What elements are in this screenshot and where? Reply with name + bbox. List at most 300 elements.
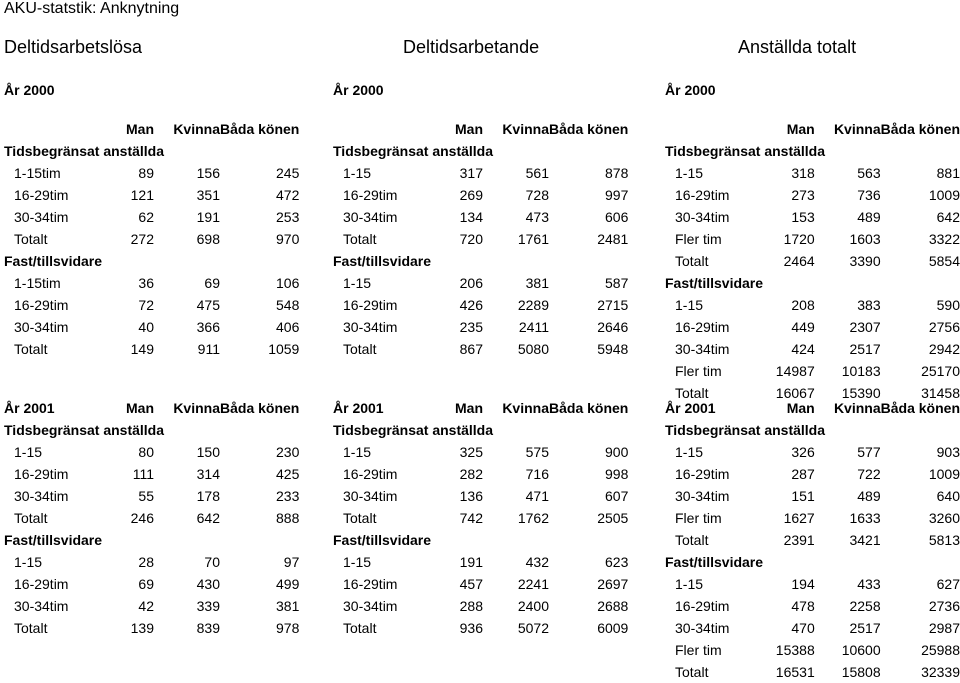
cell-kvinna: 475 [196, 297, 220, 313]
cell-man: 317 [459, 165, 483, 181]
year-label: År 2000 [4, 82, 55, 98]
header-row [4, 397, 299, 419]
cell-kvinna: 561 [525, 165, 549, 181]
table-row [665, 639, 960, 661]
cell-kvinna: 563 [857, 165, 881, 181]
cell-man: 121 [130, 187, 154, 203]
cell-bada-konen: 425 [276, 466, 300, 482]
cell-kvinna: 2241 [517, 576, 549, 592]
cell-kvinna: 314 [196, 466, 220, 482]
row-label: Totalt [14, 231, 48, 247]
cell-bada-konen: 1009 [928, 187, 960, 203]
header-bada-konen: Båda könen [549, 400, 629, 416]
row-label: 30-34tim [14, 598, 69, 614]
cell-kvinna: 10183 [841, 363, 881, 379]
header-kvinna: Kvinna [833, 400, 881, 416]
row-label: 16-29tim [675, 319, 730, 335]
table-2000-2 [333, 82, 629, 360]
table-2000-1 [4, 82, 300, 360]
row-label: 16-29tim [343, 187, 398, 203]
row-label: Totalt [343, 620, 377, 636]
cell-man: 89 [138, 165, 154, 181]
cell-bada-konen: 97 [283, 554, 300, 570]
section-title-deltidsarbetande: Deltidsarbetande [403, 37, 540, 57]
row-label: 1-15 [343, 444, 372, 460]
cell-man: 40 [138, 319, 154, 335]
cell-kvinna: 642 [196, 510, 220, 526]
header-bada-konen: Båda könen [880, 400, 960, 416]
table-row [4, 228, 299, 250]
cell-kvinna: 430 [196, 576, 220, 592]
cell-bada-konen: 245 [276, 165, 300, 181]
header-man: Man [126, 121, 154, 137]
table-row [665, 463, 960, 485]
cell-bada-konen: 32339 [921, 664, 960, 680]
cell-man: 15388 [775, 642, 815, 658]
cell-kvinna: 2289 [517, 297, 549, 313]
cell-kvinna: 191 [196, 209, 220, 225]
cell-man: 449 [791, 319, 815, 335]
table-row [333, 617, 628, 639]
table-row [665, 595, 960, 617]
section-label: Tidsbegränsat anställda [4, 422, 165, 438]
cell-bada-konen: 881 [936, 165, 960, 181]
table-row [665, 441, 960, 463]
row-label: 1-15 [675, 576, 704, 592]
table-row [665, 184, 960, 206]
cell-kvinna: 1603 [849, 231, 881, 247]
cell-bada-konen: 2505 [597, 510, 629, 526]
sheet-title: AKU-statstik: Anknytning [4, 0, 180, 17]
table-row [665, 206, 960, 228]
year-label: År 2001 [4, 400, 55, 416]
row-label: Fler tim [675, 231, 722, 247]
year-label: År 2001 [333, 400, 384, 416]
cell-man: 272 [130, 231, 154, 247]
section-row [665, 419, 960, 441]
cell-man: 136 [459, 488, 483, 504]
header-bada-konen: Båda könen [220, 121, 300, 137]
cell-man: 287 [791, 466, 815, 482]
table-row [665, 661, 960, 683]
table-2001-2 [333, 397, 628, 639]
cell-bada-konen: 627 [936, 576, 960, 592]
header-man: Man [455, 121, 483, 137]
cell-kvinna: 577 [857, 444, 881, 460]
table-row [665, 228, 960, 250]
cell-man: 72 [138, 297, 154, 313]
cell-man: 282 [459, 466, 483, 482]
year-label: År 2001 [665, 400, 716, 416]
cell-bada-konen: 978 [276, 620, 300, 636]
row-label: 30-34tim [14, 488, 69, 504]
header-spacer [665, 118, 749, 140]
table-row [333, 441, 628, 463]
cell-bada-konen: 2697 [597, 576, 629, 592]
row-label: 1-15 [675, 165, 704, 181]
table-row [4, 463, 299, 485]
cell-bada-konen: 2942 [928, 341, 960, 357]
table-row [4, 162, 299, 184]
table-row [665, 294, 960, 316]
cell-kvinna: 911 [197, 341, 220, 357]
cell-bada-konen: 5854 [928, 253, 960, 269]
section-title-deltidsarbetslosa: Deltidsarbetslösa [4, 37, 143, 57]
cell-kvinna: 1761 [517, 231, 549, 247]
cell-kvinna: 2400 [517, 598, 549, 614]
cell-man: 139 [130, 620, 154, 636]
row-label: 16-29tim [675, 466, 730, 482]
section-label: Fast/tillsvidare [333, 532, 432, 548]
section-label: Fast/tillsvidare [4, 253, 103, 269]
row-label: 1-15 [343, 165, 372, 181]
table-row [665, 162, 960, 184]
cell-man: 134 [459, 209, 483, 225]
table-row [4, 441, 299, 463]
cell-kvinna: 156 [196, 165, 220, 181]
header-bada-konen: Båda könen [880, 121, 960, 137]
cell-man: 936 [459, 620, 483, 636]
section-row [333, 419, 628, 441]
cell-kvinna: 366 [196, 319, 220, 335]
cell-bada-konen: 230 [276, 444, 300, 460]
row-label: Fler tim [675, 363, 722, 379]
cell-bada-konen: 3322 [928, 231, 960, 247]
cell-man: 273 [791, 187, 815, 203]
header-kvinna: Kvinna [502, 121, 549, 137]
cell-bada-konen: 548 [276, 297, 300, 313]
header-bada-konen: Båda könen [549, 121, 629, 137]
row-label: 1-15 [675, 297, 704, 313]
row-label: 16-29tim [14, 187, 69, 203]
cell-bada-konen: 1009 [928, 466, 960, 482]
table-row [665, 250, 960, 272]
section-row [665, 140, 960, 162]
cell-man: 153 [791, 209, 815, 225]
cell-man: 2464 [783, 253, 815, 269]
table-row [333, 228, 628, 250]
cell-man: 720 [459, 231, 483, 247]
cell-man: 149 [130, 341, 154, 357]
row-label: 1-15tim [14, 275, 61, 291]
cell-man: 1720 [783, 231, 815, 247]
row-label: 30-34tim [14, 209, 69, 225]
cell-kvinna: 473 [525, 209, 549, 225]
cell-man: 208 [791, 297, 815, 313]
cell-kvinna: 716 [525, 466, 549, 482]
table-row [333, 507, 628, 529]
cell-man: 151 [791, 488, 815, 504]
table-2001-1 [4, 397, 299, 639]
data-table [333, 397, 628, 639]
cell-kvinna: 432 [525, 554, 549, 570]
header-man: Man [455, 400, 483, 416]
cell-kvinna: 489 [857, 488, 881, 504]
cell-man: 1627 [783, 510, 815, 526]
cell-man: 42 [138, 598, 154, 614]
table-row [333, 338, 628, 360]
row-label: 16-29tim [343, 297, 398, 313]
row-label: Totalt [343, 510, 377, 526]
row-label: Totalt [343, 341, 377, 357]
section-label: Tidsbegränsat anställda [4, 143, 165, 159]
cell-bada-konen: 888 [276, 510, 300, 526]
cell-kvinna: 150 [196, 444, 220, 460]
cell-bada-konen: 878 [605, 165, 629, 181]
cell-man: 867 [459, 341, 483, 357]
cell-kvinna: 5072 [517, 620, 549, 636]
section-row [4, 250, 299, 272]
table-row [665, 573, 960, 595]
table-row [4, 316, 299, 338]
cell-kvinna: 351 [196, 187, 220, 203]
cell-bada-konen: 2646 [597, 319, 629, 335]
table-row [665, 316, 960, 338]
cell-kvinna: 15390 [841, 385, 881, 401]
header-bada-konen: Båda könen [220, 400, 300, 416]
section-row [4, 419, 299, 441]
row-label: 16-29tim [14, 576, 69, 592]
row-label: 16-29tim [14, 297, 69, 313]
table-row [665, 617, 960, 639]
table-row [333, 463, 628, 485]
cell-bada-konen: 900 [605, 444, 629, 460]
header-row [665, 118, 960, 140]
row-label: 1-15 [14, 444, 43, 460]
table-row [4, 272, 299, 294]
cell-man: 288 [459, 598, 483, 614]
table-row [333, 316, 628, 338]
cell-kvinna: 69 [204, 275, 220, 291]
cell-bada-konen: 5948 [597, 341, 629, 357]
header-row [665, 397, 960, 419]
row-label: Totalt [14, 341, 48, 357]
cell-kvinna: 381 [525, 275, 549, 291]
table-2001-3 [665, 397, 960, 683]
cell-bada-konen: 642 [936, 209, 960, 225]
row-label: 16-29tim [675, 598, 730, 614]
data-table [665, 118, 960, 404]
cell-kvinna: 5080 [517, 341, 549, 357]
cell-bada-konen: 2481 [597, 231, 629, 247]
section-label: Tidsbegränsat anställda [333, 143, 494, 159]
row-label: 16-29tim [343, 466, 398, 482]
cell-bada-konen: 587 [605, 275, 629, 291]
cell-man: 16067 [775, 385, 815, 401]
cell-man: 16531 [775, 664, 815, 680]
section-label: Tidsbegränsat anställda [333, 422, 494, 438]
cell-bada-konen: 640 [936, 488, 960, 504]
table-row [333, 184, 628, 206]
cell-kvinna: 383 [857, 297, 881, 313]
table-row [333, 272, 628, 294]
row-label: Totalt [14, 510, 48, 526]
header-row [333, 397, 628, 419]
cell-bada-konen: 253 [276, 209, 300, 225]
cell-bada-konen: 31458 [921, 385, 960, 401]
cell-man: 28 [138, 554, 154, 570]
cell-bada-konen: 25988 [921, 642, 960, 658]
cell-kvinna: 736 [857, 187, 881, 203]
table-2000-3 [665, 82, 960, 404]
cell-man: 235 [459, 319, 483, 335]
row-label: 30-34tim [14, 319, 69, 335]
row-label: 16-29tim [343, 576, 398, 592]
row-label: 30-34tim [343, 598, 398, 614]
section-label: Fast/tillsvidare [665, 275, 764, 291]
table-row [665, 507, 960, 529]
row-label: 30-34tim [343, 319, 398, 335]
table-row [4, 184, 299, 206]
cell-bada-konen: 623 [605, 554, 629, 570]
cell-bada-konen: 590 [936, 297, 960, 313]
cell-bada-konen: 903 [936, 444, 960, 460]
row-label: 16-29tim [675, 187, 730, 203]
header-man: Man [126, 400, 154, 416]
row-label: Fler tim [675, 510, 722, 526]
row-label: 30-34tim [675, 620, 730, 636]
cell-bada-konen: 25170 [921, 363, 960, 379]
row-label: 30-34tim [675, 341, 730, 357]
cell-man: 194 [791, 576, 815, 592]
row-label: 1-15 [343, 275, 372, 291]
cell-bada-konen: 499 [276, 576, 300, 592]
cell-man: 742 [459, 510, 483, 526]
cell-kvinna: 433 [857, 576, 881, 592]
row-label: Totalt [675, 532, 709, 548]
header-spacer [333, 118, 417, 140]
cell-bada-konen: 6009 [597, 620, 629, 636]
row-label: Totalt [14, 620, 48, 636]
section-label: Fast/tillsvidare [665, 554, 764, 570]
header-row [4, 118, 299, 140]
section-row [4, 529, 299, 551]
cell-man: 191 [459, 554, 483, 570]
cell-kvinna: 2517 [849, 620, 881, 636]
cell-man: 111 [132, 466, 154, 482]
cell-man: 69 [138, 576, 154, 592]
cell-kvinna: 2307 [849, 319, 881, 335]
header-man: Man [786, 121, 815, 137]
section-row [4, 140, 299, 162]
cell-man: 36 [138, 275, 154, 291]
cell-man: 325 [459, 444, 483, 460]
cell-kvinna: 698 [196, 231, 220, 247]
row-label: Totalt [675, 664, 709, 680]
section-row [665, 272, 960, 294]
cell-bada-konen: 2987 [928, 620, 960, 636]
cell-kvinna: 489 [857, 209, 881, 225]
cell-bada-konen: 5813 [928, 532, 960, 548]
table-row [4, 595, 299, 617]
table-row [665, 529, 960, 551]
table-row [333, 162, 628, 184]
section-label: Tidsbegränsat anställda [665, 143, 826, 159]
section-row [333, 140, 628, 162]
cell-man: 55 [138, 488, 154, 504]
header-kvinna: Kvinna [833, 121, 881, 137]
cell-bada-konen: 233 [276, 488, 300, 504]
table-row [4, 206, 299, 228]
cell-kvinna: 1633 [849, 510, 881, 526]
header-kvinna: Kvinna [173, 121, 220, 137]
cell-kvinna: 3390 [849, 253, 881, 269]
table-row [333, 485, 628, 507]
cell-kvinna: 339 [196, 598, 220, 614]
cell-bada-konen: 998 [605, 466, 629, 482]
header-row [333, 118, 628, 140]
cell-bada-konen: 2736 [928, 598, 960, 614]
cell-man: 424 [791, 341, 815, 357]
row-label: 30-34tim [675, 209, 730, 225]
cell-kvinna: 10600 [841, 642, 881, 658]
cell-bada-konen: 2756 [928, 319, 960, 335]
row-label: Totalt [675, 385, 709, 401]
cell-man: 269 [459, 187, 483, 203]
cell-man: 478 [791, 598, 815, 614]
table-row [333, 595, 628, 617]
cell-bada-konen: 607 [605, 488, 629, 504]
data-table [333, 118, 628, 360]
cell-kvinna: 471 [525, 488, 549, 504]
cell-kvinna: 2258 [849, 598, 881, 614]
cell-bada-konen: 106 [276, 275, 300, 291]
table-row [4, 551, 299, 573]
section-row [333, 250, 628, 272]
table-row [4, 573, 299, 595]
row-label: 1-15tim [14, 165, 61, 181]
table-row [4, 617, 299, 639]
header-man: Man [786, 400, 815, 416]
cell-kvinna: 575 [525, 444, 549, 460]
header-spacer [4, 118, 88, 140]
row-label: 1-15 [14, 554, 43, 570]
cell-bada-konen: 2715 [597, 297, 629, 313]
year-label: År 2000 [665, 82, 716, 98]
row-label: Totalt [343, 231, 377, 247]
table-row [4, 294, 299, 316]
section-title-anstallda-totalt: Anställda totalt [738, 37, 857, 57]
section-row [665, 551, 960, 573]
cell-bada-konen: 970 [276, 231, 300, 247]
cell-man: 206 [459, 275, 483, 291]
cell-bada-konen: 2688 [597, 598, 629, 614]
row-label: Totalt [675, 253, 709, 269]
section-row [333, 529, 628, 551]
table-row [4, 507, 299, 529]
cell-bada-konen: 606 [605, 209, 629, 225]
table-row [333, 573, 628, 595]
cell-man: 326 [791, 444, 815, 460]
table-row [665, 360, 960, 382]
cell-man: 470 [791, 620, 815, 636]
cell-kvinna: 2411 [518, 319, 549, 335]
cell-bada-konen: 3260 [928, 510, 960, 526]
cell-man: 457 [459, 576, 483, 592]
cell-kvinna: 3421 [849, 532, 881, 548]
cell-bada-konen: 1059 [268, 341, 300, 357]
row-label: Fler tim [675, 642, 722, 658]
row-label: 1-15 [343, 554, 372, 570]
cell-kvinna: 722 [857, 466, 881, 482]
row-label: 30-34tim [343, 209, 398, 225]
table-row [665, 485, 960, 507]
data-table [665, 397, 960, 683]
row-label: 30-34tim [343, 488, 398, 504]
cell-kvinna: 178 [196, 488, 220, 504]
cell-bada-konen: 381 [276, 598, 300, 614]
table-row [333, 206, 628, 228]
